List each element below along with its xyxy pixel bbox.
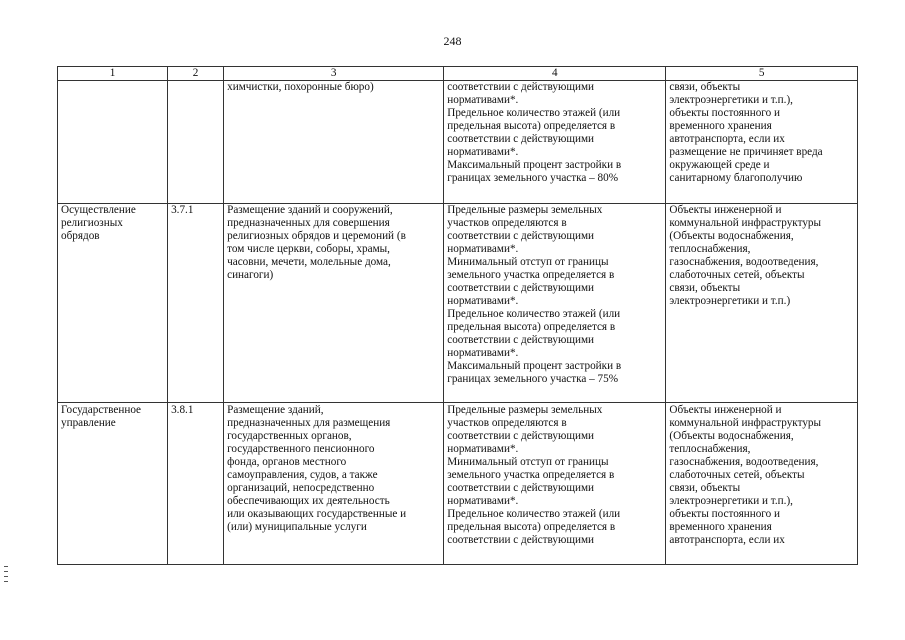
page-number: 248 (443, 34, 462, 48)
scan-margin-mark (4, 566, 8, 567)
column-header-5: 5 (666, 67, 858, 81)
auxiliary-cell: Объекты инженерной и коммунальной инфраструктуры (Объекты водоснабжения, теплоснабжения, газоснабжения, водоотведения, слаботочных сетей, объекты связи, объекты электроэнергетики и т.п.), объекты постоянного и временного хранения автотранспорта, если их (666, 403, 858, 565)
header-row (58, 67, 858, 81)
column-header-1: 1 (58, 67, 168, 81)
column-header-3: 3 (224, 67, 444, 81)
code-cell (168, 81, 224, 204)
scan-margin-mark (4, 581, 8, 582)
table-row (58, 403, 858, 565)
table-row (58, 204, 858, 403)
description-cell: химчистки, похоронные бюро) (224, 81, 444, 204)
use-type-cell: Осуществление религиозных обрядов (58, 204, 168, 403)
auxiliary-cell: связи, объекты электроэнергетики и т.п.), объекты постоянного и временного хранения автотранспорта, если их размещение не причиняет вреда окружающей среде и санитарному благополучию (666, 81, 858, 204)
use-type-cell: Государственное управление (58, 403, 168, 565)
land-use-table (57, 66, 858, 565)
column-header-2: 2 (168, 67, 224, 81)
column-header-4: 4 (444, 67, 666, 81)
scan-margin-mark (4, 571, 8, 572)
scan-margin-mark (4, 576, 8, 577)
parameters-cell: Предельные размеры земельных участков определяются в соответствии с действующими нормативами*. Минимальный отступ от границы земельного участка определяется в соответствии с действующими нормативами*. Предельное количество этажей (или предельная высота) определяется в соответствии с действующими нормативами*. Максимальный процент застройки в границах земельного участка – 75% (444, 204, 666, 403)
code-cell: 3.7.1 (168, 204, 224, 403)
code-cell: 3.8.1 (168, 403, 224, 565)
auxiliary-cell: Объекты инженерной и коммунальной инфраструктуры (Объекты водоснабжения, теплоснабжения, газоснабжения, водоотведения, слаботочных сетей, объекты связи, объекты электроэнергетики и т.п.) (666, 204, 858, 403)
table-row (58, 81, 858, 204)
parameters-cell: Предельные размеры земельных участков определяются в соответствии с действующими нормативами*. Минимальный отступ от границы земельного участка определяется в соответствии с действующими нормативами*. Предельное количество этажей (или предельная высота) определяется в соответствии с действующими (444, 403, 666, 565)
description-cell: Размещение зданий, предназначенных для размещения государственных органов, государственного пенсионного фонда, органов местного самоуправления, судов, а также организаций, непосредственно обеспечивающих их деятельность или оказывающих государственные и (или) муниципальные услуги (224, 403, 444, 565)
parameters-cell: соответствии с действующими нормативами*. Предельное количество этажей (или предельная высота) определяется в соответствии с действующими нормативами*. Максимальный процент застройки в границах земельного участка – 80% (444, 81, 666, 204)
description-cell: Размещение зданий и сооружений, предназначенных для совершения религиозных обрядов и церемоний (в том числе церкви, соборы, храмы, часовни, мечети, молельные дома, синагоги) (224, 204, 444, 403)
use-type-cell (58, 81, 168, 204)
